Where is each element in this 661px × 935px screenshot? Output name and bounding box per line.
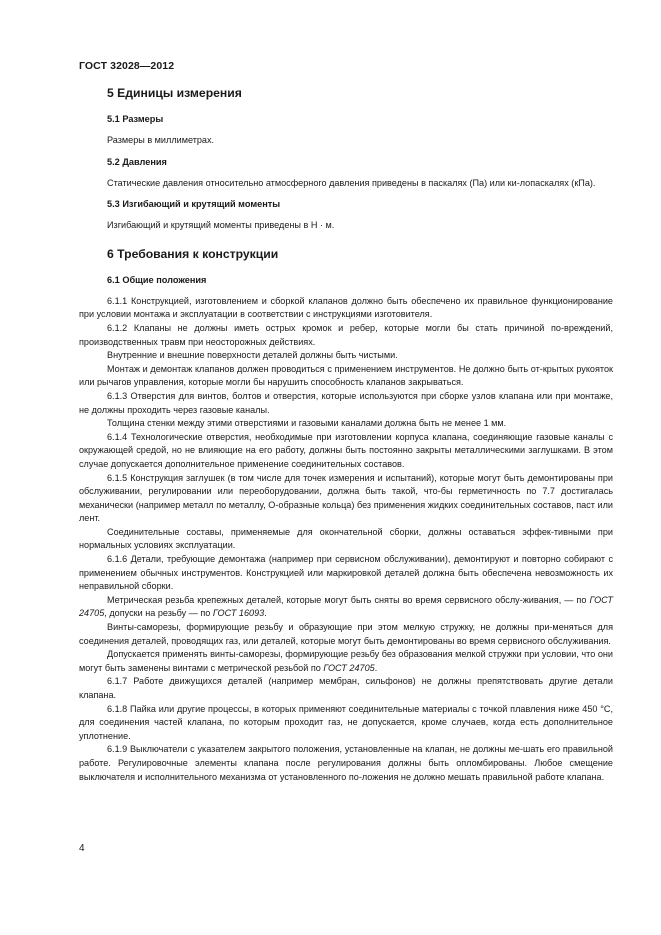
section-5-title: 5 Единицы измерения [107, 86, 242, 100]
paragraph-6-1-3-wall: Толщина стенки между этими отверстиями и газовыми каналами должна быть не менее 1 мм. [107, 418, 507, 429]
paragraph-6-1-2: 6.1.2 Клапаны не должны иметь острых кромок и ребер, которые могли бы стать причиной по-вреждений, производственных травм при неосторожных действиях. [79, 322, 613, 347]
paragraph-6-1-6-thread: Метрическая резьба крепежных деталей, которые могут быть сняты во время сервисного обслу-живания, — по ГОСТ 24705, допуски на резьбу — по ГОСТ 16093. [79, 594, 613, 619]
section-6-title: 6 Требования к конструкции [107, 246, 279, 261]
gost-reference: ГОСТ 16093 [212, 608, 265, 619]
paragraph-6-1-4: 6.1.4 Технологические отверстия, необходимые при изготовлении корпуса клапана, соединяющие газовые каналы с окружающей средой, но не влияющие на его работу, должны быть постоянно закрыты металлическими заглушками. В этом случае допускается дополнительное применение соединительных составов. [79, 431, 613, 469]
paragraph-6-1-2-surfaces: Внутренние и внешние поверхности деталей должны быть чистыми. [107, 350, 398, 361]
document-header: ГОСТ 32028—2012 [79, 60, 175, 72]
paragraph-6-1-7: 6.1.7 Работе движущихся деталей (например мембран, сильфонов) не должны препятствовать другие детали клапана. [79, 676, 613, 700]
paragraph-6-1-8: 6.1.8 Пайка или другие процессы, в которых применяют соединительные материалы с точкой плавления ниже 450 °С, для соединения частей клапана, по которым проходит газ, не допускается, кроме случаев, когда есть дополнительное уплотнение. [79, 703, 613, 741]
paragraph-6-1-6-screws-allowed: Допускается применять винты-саморезы, формирующие резьбу без образования мелкой стружки при условии, что они могут быть заменены винтами с метрической резьбой по ГОСТ 24705. [79, 649, 613, 673]
paragraph-6-1-1: 6.1.1 Конструкцией, изготовлением и сборкой клапанов должно быть обеспечено их правильное функционирование при условии монтажа и эксплуатации в соответствии с инструкциями изготовителя. [79, 295, 613, 320]
page-content [79, 86, 613, 784]
section-5-2-text: Статические давления относительно атмосферного давления приведены в паскалях (Па) или ки-лопаскалях (кПа). [107, 177, 596, 188]
paragraph-6-1-3: 6.1.3 Отверстия для винтов, болтов и отверстия, которые используются при сборке узлов клапана или при монтаже, не должны проходить через газовые каналы. [79, 390, 613, 415]
section-5-1-title: 5.1 Размеры [107, 114, 164, 124]
paragraph-6-1-5-compounds: Соединительные составы, применяемые для окончательной сборки, должны оставаться эффек-тивными при нормальных условиях эксплуатации. [79, 526, 613, 551]
paragraph-6-1-9: 6.1.9 Выключатели с указателем закрытого положения, установленные на клапан, не должны ме-шать его правильной работе. Регулировочные элементы клапана после регулирования должны быть опломбированы. Любое смещение выключателя и исполнительного механизма от установленного по-ложения не должно мешать правильной работе клапана. [79, 744, 613, 782]
section-5-3-title: 5.3 Изгибающий и крутящий моменты [107, 199, 281, 210]
paragraph-6-1-2-mounting: Монтаж и демонтаж клапанов должен проводиться с применением инструментов. Не должно быть от-крытых рукояток или рычагов управления, которые могли бы нарушить способность клапанов закрываться. [79, 363, 613, 388]
page-number: 4 [79, 843, 85, 854]
section-6-1-title: 6.1 Общие положения [107, 274, 207, 285]
section-5-2-title: 5.2 Давления [107, 156, 167, 167]
paragraph-6-1-6-screws: Винты-саморезы, формирующие резьбу и образующие при этом мелкую стружку, не должны при-меняться для соединения деталей, проводящих газ, или деталей, которые могут быть демонтированы во время сервисного обслуживания. [79, 622, 613, 646]
gost-reference: ГОСТ 24705 [79, 594, 613, 619]
paragraph-6-1-6: 6.1.6 Детали, требующие демонтажа (например при сервисном обслуживании), демонтируют и повторно собирают с применением обычных инструментов. Конструкцией или маркировкой деталей должна быть обеспечена невозможность их неправильной сборки. [79, 554, 613, 592]
section-5-1-text: Размеры в миллиметрах. [107, 135, 215, 145]
paragraph-6-1-5: 6.1.5 Конструкция заглушек (в том числе для точек измерения и испытаний), которые могут быть демонтированы при обслуживании, регулировании или переоборудовании, должна быть такой, что-бы герметичность по 7.7 достигалась механически (например металл по металлу, О-образные кольца) без применения жидких соединительных составов, паст или лент. [79, 472, 613, 524]
section-5-3-text: Изгибающий и крутящий моменты приведены в Н · м. [107, 220, 335, 231]
gost-reference: ГОСТ 24705 [323, 662, 375, 673]
